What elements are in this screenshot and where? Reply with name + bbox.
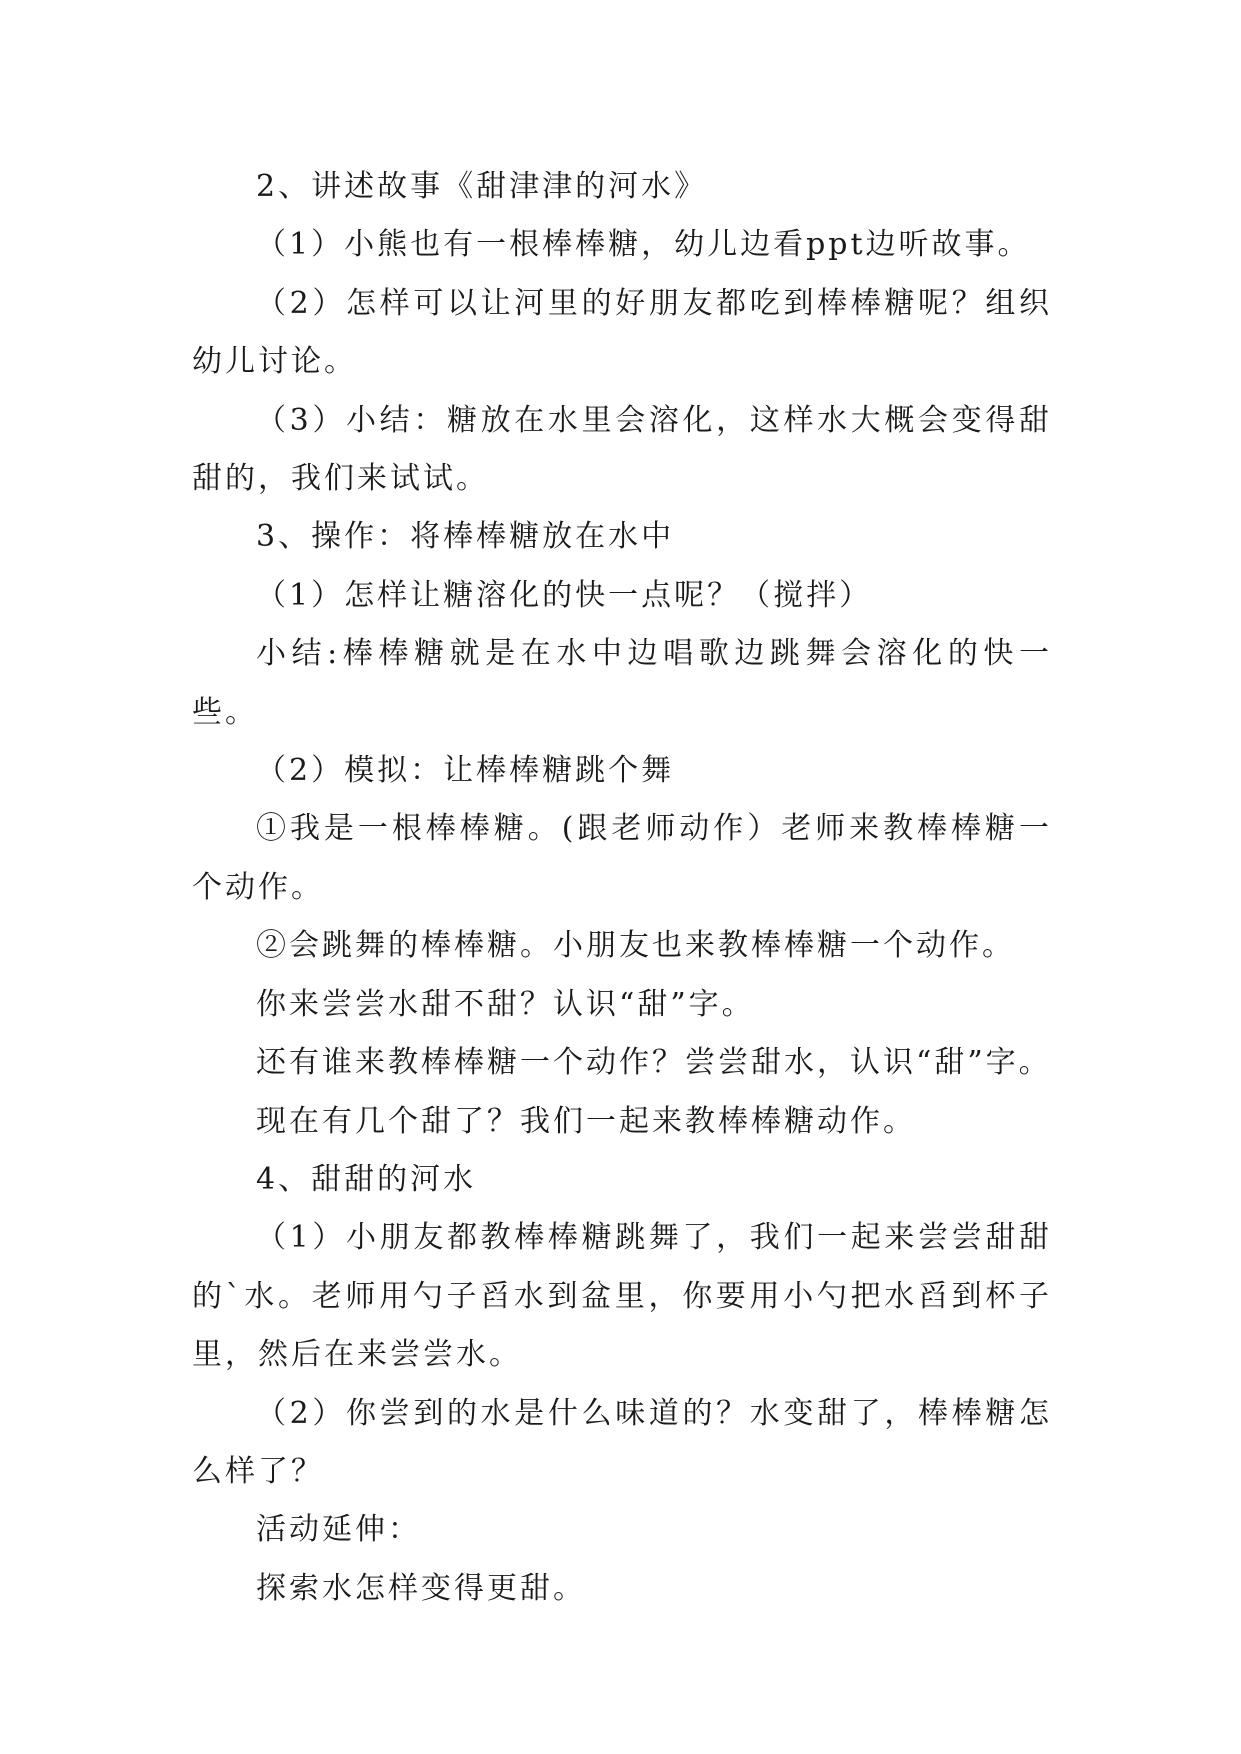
paragraph: （1）小熊也有一根棒棒糖，幼儿边看ppt边听故事。	[256, 227, 1031, 263]
paragraph: （2）你尝到的水是什么味道的？水变甜了，棒棒糖怎么样了？	[192, 1395, 1052, 1489]
paragraph: 小结:棒棒糖就是在水中边唱歌边跳舞会溶化的快一些。	[192, 636, 1052, 730]
paragraph: ②会跳舞的棒棒糖。小朋友也来教棒棒糖一个动作。	[256, 928, 1015, 964]
paragraph: 4、甜甜的河水	[256, 1161, 477, 1197]
paragraph: （2）怎样可以让河里的好朋友都吃到棒棒糖呢？组织幼儿讨论。	[192, 285, 1052, 380]
paragraph: （1）怎样让糖溶化的快一点呢？（搅拌）	[256, 577, 873, 613]
paragraph: 3、操作：将棒棒糖放在水中	[256, 519, 675, 555]
paragraph: 还有谁来教棒棒糖一个动作？尝尝甜水，认识“甜”字。	[256, 1045, 1052, 1081]
paragraph: 2、讲述故事《甜津津的河水》	[256, 169, 708, 204]
paragraph: 探索水怎样变得更甜。	[256, 1570, 586, 1606]
paragraph: 现在有几个甜了？我们一起来教棒棒糖动作。	[256, 1103, 916, 1139]
paragraph: （1）小朋友都教棒棒糖跳舞了，我们一起来尝尝甜甜的`水。老师用勺子舀水到盆里，你要用小勺把水舀到杯子里，然后在来尝尝水。	[192, 1220, 1052, 1373]
paragraph: （3）小结：糖放在水里会溶化，这样水大概会变得甜甜的，我们来试试。	[192, 402, 1052, 497]
paragraph: （2）模拟：让棒棒糖跳个舞	[256, 753, 675, 789]
paragraph: ①我是一根棒棒糖。(跟老师动作）老师来教棒棒糖一个动作。	[192, 811, 1052, 905]
paragraph: 活动延伸：	[256, 1512, 421, 1548]
body-text	[192, 158, 1052, 1618]
paragraph: 你来尝尝水甜不甜？认识“甜”字。	[256, 986, 755, 1022]
